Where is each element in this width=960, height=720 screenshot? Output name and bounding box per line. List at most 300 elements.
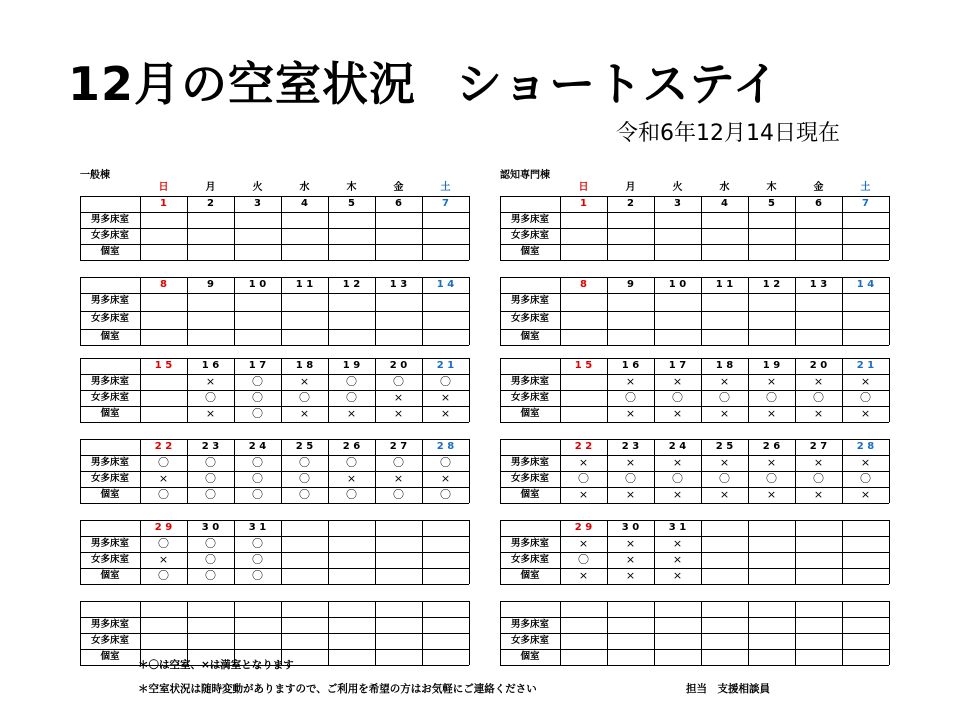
availability-cell	[701, 552, 748, 568]
room-type-label: 個室	[100, 408, 120, 419]
availability-cell	[842, 228, 889, 244]
availability-cell: 〇	[346, 375, 357, 388]
date-cell: 2	[207, 198, 214, 209]
availability-cell: 〇	[860, 391, 871, 404]
date-cell	[140, 601, 187, 617]
availability-cell	[375, 212, 422, 228]
date-cell	[560, 601, 607, 617]
week-block	[80, 601, 469, 665]
availability-cell	[422, 649, 469, 665]
room-type-label: 個室	[100, 570, 120, 581]
date-cell: 1 9	[342, 360, 361, 371]
availability-cell	[748, 329, 795, 345]
availability-cell	[281, 228, 328, 244]
availability-cell: 〇	[205, 569, 216, 582]
availability-cell	[281, 311, 328, 327]
availability-cell	[560, 293, 607, 309]
date-cell: 2 1	[856, 360, 875, 371]
availability-cell	[187, 293, 234, 309]
availability-cell: ×	[672, 407, 683, 420]
availability-cell	[234, 212, 281, 228]
availability-cell: 〇	[252, 375, 263, 388]
room-type-label: 個室	[100, 651, 120, 662]
date-cell: 1 3	[809, 279, 828, 290]
availability-cell	[140, 617, 187, 633]
availability-cell: ×	[672, 569, 683, 582]
availability-cell	[795, 649, 842, 665]
date-cell: 4	[301, 198, 308, 209]
weekday-header: 日	[158, 182, 169, 193]
availability-cell: 〇	[346, 488, 357, 501]
availability-cell: 〇	[719, 391, 730, 404]
room-type-label: 男多床室	[90, 457, 129, 468]
date-cell: 2 4	[248, 441, 267, 452]
availability-cell: ×	[578, 569, 589, 582]
date-cell: 2 2	[574, 441, 593, 452]
availability-cell	[375, 649, 422, 665]
availability-cell	[234, 617, 281, 633]
availability-cell	[842, 649, 889, 665]
availability-cell	[748, 212, 795, 228]
availability-cell	[560, 633, 607, 649]
availability-cell	[748, 311, 795, 327]
availability-cell: ×	[766, 456, 777, 469]
date-cell: 1 0	[668, 279, 687, 290]
availability-cell: 〇	[299, 472, 310, 485]
date-cell	[654, 601, 701, 617]
availability-cell	[701, 536, 748, 552]
availability-cell: 〇	[252, 407, 263, 420]
availability-cell: ×	[766, 407, 777, 420]
room-type-label: 男多床室	[510, 538, 549, 549]
availability-cell: 〇	[205, 391, 216, 404]
date-cell: 8	[580, 279, 587, 290]
grid-line	[889, 277, 890, 345]
availability-cell	[654, 293, 701, 309]
date-cell: 1 4	[436, 279, 455, 290]
availability-cell	[422, 244, 469, 260]
availability-cell	[795, 293, 842, 309]
availability-cell	[748, 552, 795, 568]
week-block	[80, 520, 469, 584]
date-cell	[375, 520, 422, 536]
room-type-label: 男多床室	[510, 295, 549, 306]
availability-cell	[607, 228, 654, 244]
date-cell: 2 0	[809, 360, 828, 371]
availability-cell: 〇	[158, 537, 169, 550]
date-cell: 2 8	[856, 441, 875, 452]
availability-cell: ×	[672, 488, 683, 501]
date-cell	[187, 601, 234, 617]
availability-cell	[748, 649, 795, 665]
room-type-label: 女多床室	[510, 392, 549, 403]
availability-cell	[234, 329, 281, 345]
availability-cell	[375, 536, 422, 552]
availability-cell	[654, 649, 701, 665]
date-cell	[328, 520, 375, 536]
availability-cell: ×	[813, 488, 824, 501]
weekday-header: 水	[719, 182, 730, 193]
week-block	[80, 439, 469, 503]
date-cell	[795, 520, 842, 536]
grid-line	[500, 422, 889, 423]
date-cell: 2 4	[668, 441, 687, 452]
availability-cell: ×	[672, 456, 683, 469]
availability-cell	[422, 329, 469, 345]
room-type-label: 男多床室	[510, 376, 549, 387]
availability-cell	[795, 244, 842, 260]
availability-cell	[842, 617, 889, 633]
room-type-label: 女多床室	[90, 230, 129, 241]
room-type-label: 個室	[520, 331, 540, 342]
availability-cell	[422, 311, 469, 327]
date-cell: 3 0	[201, 522, 220, 533]
availability-cell: ×	[860, 488, 871, 501]
availability-cell: ×	[672, 375, 683, 388]
availability-cell: ×	[578, 456, 589, 469]
availability-cell: ×	[346, 472, 357, 485]
availability-cell	[842, 633, 889, 649]
availability-cell	[701, 228, 748, 244]
date-cell: 8	[160, 279, 167, 290]
date-cell: 1	[580, 198, 587, 209]
availability-cell: 〇	[766, 391, 777, 404]
availability-cell	[701, 244, 748, 260]
availability-cell	[748, 293, 795, 309]
date-cell: 2 9	[154, 522, 173, 533]
availability-cell	[187, 228, 234, 244]
availability-cell	[140, 406, 187, 422]
availability-cell: 〇	[440, 488, 451, 501]
availability-cell	[701, 568, 748, 584]
availability-cell	[607, 649, 654, 665]
availability-cell: 〇	[252, 472, 263, 485]
availability-cell	[328, 633, 375, 649]
availability-cell	[140, 228, 187, 244]
availability-cell: 〇	[766, 472, 777, 485]
availability-cell: 〇	[672, 472, 683, 485]
availability-cell	[422, 293, 469, 309]
room-type-label: 女多床室	[90, 554, 129, 565]
availability-cell: 〇	[393, 456, 404, 469]
availability-cell: 〇	[625, 472, 636, 485]
grid-line	[889, 439, 890, 503]
availability-cell	[140, 293, 187, 309]
date-cell: 1 3	[389, 279, 408, 290]
date-cell: 2 0	[389, 360, 408, 371]
availability-cell	[795, 633, 842, 649]
availability-cell: 〇	[299, 488, 310, 501]
date-cell: 3 1	[668, 522, 687, 533]
date-cell: 1 6	[621, 360, 640, 371]
date-cell: 6	[815, 198, 822, 209]
date-cell	[281, 520, 328, 536]
weekday-header: 火	[252, 182, 263, 193]
availability-cell	[187, 633, 234, 649]
availability-cell	[560, 390, 607, 406]
date-cell: 1 7	[668, 360, 687, 371]
date-cell: 5	[768, 198, 775, 209]
date-cell	[422, 520, 469, 536]
week-block	[80, 277, 469, 345]
grid-line	[80, 422, 469, 423]
availability-cell	[607, 293, 654, 309]
availability-cell	[422, 228, 469, 244]
availability-cell	[795, 568, 842, 584]
room-type-label: 個室	[520, 651, 540, 662]
availability-cell: ×	[766, 488, 777, 501]
weekday-header: 水	[299, 182, 310, 193]
availability-cell: ×	[205, 407, 216, 420]
availability-cell	[328, 212, 375, 228]
date-cell: 1	[160, 198, 167, 209]
availability-cell: 〇	[393, 488, 404, 501]
grid-line	[889, 601, 890, 665]
date-cell: 2 7	[809, 441, 828, 452]
availability-cell	[560, 329, 607, 345]
availability-cell: ×	[766, 375, 777, 388]
availability-cell	[748, 568, 795, 584]
availability-cell: 〇	[578, 472, 589, 485]
grid-line	[469, 196, 470, 260]
grid-line	[80, 345, 469, 346]
availability-cell: ×	[158, 472, 169, 485]
availability-cell	[748, 244, 795, 260]
availability-cell: ×	[578, 488, 589, 501]
availability-cell	[560, 406, 607, 422]
availability-cell	[281, 568, 328, 584]
date-cell: 2 8	[436, 441, 455, 452]
availability-cell: 〇	[346, 391, 357, 404]
availability-cell	[375, 617, 422, 633]
availability-cell	[375, 228, 422, 244]
availability-cell: ×	[625, 488, 636, 501]
availability-cell	[795, 329, 842, 345]
grid-line	[469, 358, 470, 422]
availability-cell	[701, 212, 748, 228]
contact-note: ＊空室状況は随時変動がありますので、ご利用を希望の方はお気軽にご連絡ください	[138, 683, 537, 695]
availability-cell: ×	[672, 553, 683, 566]
legend-note: ＊〇は空室、×は満室となります	[138, 659, 294, 671]
availability-cell: ×	[625, 537, 636, 550]
date-cell	[795, 601, 842, 617]
availability-cell	[140, 374, 187, 390]
availability-cell	[375, 244, 422, 260]
date-cell	[328, 601, 375, 617]
availability-cell	[422, 633, 469, 649]
availability-cell: ×	[625, 456, 636, 469]
weekday-header: 金	[813, 182, 824, 193]
availability-cell: 〇	[299, 391, 310, 404]
section-label-general: 一般棟	[80, 170, 110, 181]
grid-line	[500, 260, 889, 261]
week-block	[500, 520, 889, 584]
availability-cell: 〇	[860, 472, 871, 485]
availability-cell	[560, 311, 607, 327]
availability-cell: ×	[860, 456, 871, 469]
grid-line	[469, 520, 470, 584]
availability-cell	[795, 311, 842, 327]
title-sub: ショートステイ	[456, 57, 780, 111]
date-cell: 2 7	[389, 441, 408, 452]
grid-line	[80, 584, 469, 585]
availability-cell	[560, 228, 607, 244]
availability-cell	[187, 311, 234, 327]
availability-cell	[328, 536, 375, 552]
availability-cell	[560, 244, 607, 260]
grid-line	[889, 196, 890, 260]
date-cell: 2 2	[154, 441, 173, 452]
availability-cell	[748, 633, 795, 649]
staff-note: 担当 支援相談員	[686, 683, 770, 695]
availability-cell	[560, 649, 607, 665]
availability-cell	[560, 212, 607, 228]
room-type-label: 女多床室	[510, 230, 549, 241]
date-cell: 1 2	[762, 279, 781, 290]
date-cell: 1 1	[715, 279, 734, 290]
room-type-label: 個室	[100, 331, 120, 342]
availability-cell: ×	[813, 456, 824, 469]
date-cell: 2 6	[762, 441, 781, 452]
availability-cell	[281, 212, 328, 228]
date-cell	[748, 520, 795, 536]
availability-cell: ×	[440, 472, 451, 485]
room-type-label: 個室	[520, 489, 540, 500]
room-type-label: 女多床室	[90, 392, 129, 403]
week-block	[500, 439, 889, 503]
room-type-label: 女多床室	[510, 635, 549, 646]
availability-cell: ×	[578, 537, 589, 550]
availability-cell: ×	[625, 553, 636, 566]
availability-cell	[607, 633, 654, 649]
availability-cell: 〇	[252, 537, 263, 550]
availability-cell	[281, 552, 328, 568]
availability-cell: ×	[719, 456, 730, 469]
availability-cell	[234, 633, 281, 649]
availability-cell: ×	[393, 391, 404, 404]
weekday-header: 土	[860, 182, 871, 193]
availability-cell	[795, 617, 842, 633]
room-type-label: 女多床室	[90, 313, 129, 324]
availability-cell	[375, 311, 422, 327]
date-cell: 7	[442, 198, 449, 209]
availability-cell	[375, 568, 422, 584]
grid-line	[80, 503, 469, 504]
availability-cell	[701, 617, 748, 633]
date-cell	[607, 601, 654, 617]
availability-cell: 〇	[205, 472, 216, 485]
availability-cell	[422, 617, 469, 633]
date-cell: 2	[627, 198, 634, 209]
room-type-label: 女多床室	[510, 313, 549, 324]
date-cell: 1 7	[248, 360, 267, 371]
availability-cell	[748, 536, 795, 552]
availability-cell	[328, 228, 375, 244]
availability-cell	[654, 244, 701, 260]
availability-cell	[234, 311, 281, 327]
availability-cell: ×	[672, 537, 683, 550]
room-type-label: 男多床室	[90, 214, 129, 225]
date-cell: 1 2	[342, 279, 361, 290]
availability-cell: ×	[625, 375, 636, 388]
availability-cell: ×	[719, 375, 730, 388]
grid-line	[80, 260, 469, 261]
availability-cell: ×	[346, 407, 357, 420]
availability-cell	[187, 244, 234, 260]
grid-line	[500, 665, 889, 666]
availability-cell	[375, 552, 422, 568]
availability-cell	[607, 329, 654, 345]
availability-cell: 〇	[393, 375, 404, 388]
date-cell: 1 6	[201, 360, 220, 371]
availability-cell: ×	[299, 407, 310, 420]
availability-cell	[328, 244, 375, 260]
availability-cell	[140, 311, 187, 327]
page-title	[68, 48, 780, 114]
availability-cell	[375, 633, 422, 649]
weekday-header: 金	[393, 182, 404, 193]
availability-cell: 〇	[440, 375, 451, 388]
availability-cell	[795, 552, 842, 568]
availability-cell: 〇	[813, 391, 824, 404]
availability-cell	[842, 536, 889, 552]
date-cell	[375, 601, 422, 617]
room-type-label: 男多床室	[510, 457, 549, 468]
date-cell: 2 9	[574, 522, 593, 533]
availability-cell	[281, 244, 328, 260]
availability-cell: ×	[860, 407, 871, 420]
date-cell: 9	[207, 279, 214, 290]
date-cell: 2 5	[295, 441, 314, 452]
availability-cell	[701, 329, 748, 345]
date-cell	[422, 601, 469, 617]
weekday-header: 木	[346, 182, 357, 193]
week-block	[500, 277, 889, 345]
availability-cell	[654, 617, 701, 633]
week-block	[500, 358, 889, 422]
availability-cell: 〇	[252, 391, 263, 404]
availability-cell	[234, 228, 281, 244]
date-cell: 2 3	[621, 441, 640, 452]
availability-cell: 〇	[158, 569, 169, 582]
availability-cell	[234, 293, 281, 309]
availability-cell	[607, 244, 654, 260]
availability-cell	[701, 311, 748, 327]
date-cell: 2 1	[436, 360, 455, 371]
availability-cell	[748, 228, 795, 244]
weekday-header: 火	[672, 182, 683, 193]
availability-cell: ×	[393, 407, 404, 420]
weekday-header: 月	[205, 182, 216, 193]
room-type-label: 女多床室	[90, 635, 129, 646]
weekday-header: 土	[440, 182, 451, 193]
availability-cell	[842, 552, 889, 568]
availability-cell	[187, 617, 234, 633]
availability-cell: 〇	[205, 537, 216, 550]
availability-cell: 〇	[672, 391, 683, 404]
availability-cell	[375, 329, 422, 345]
date-cell: 1 5	[574, 360, 593, 371]
availability-cell	[422, 568, 469, 584]
date-cell	[281, 601, 328, 617]
title-main: 12月の空室状況	[68, 57, 417, 111]
date-cell: 3	[674, 198, 681, 209]
availability-cell	[795, 228, 842, 244]
availability-cell	[187, 329, 234, 345]
room-type-label: 女多床室	[510, 554, 549, 565]
availability-cell: 〇	[205, 488, 216, 501]
availability-cell	[140, 329, 187, 345]
